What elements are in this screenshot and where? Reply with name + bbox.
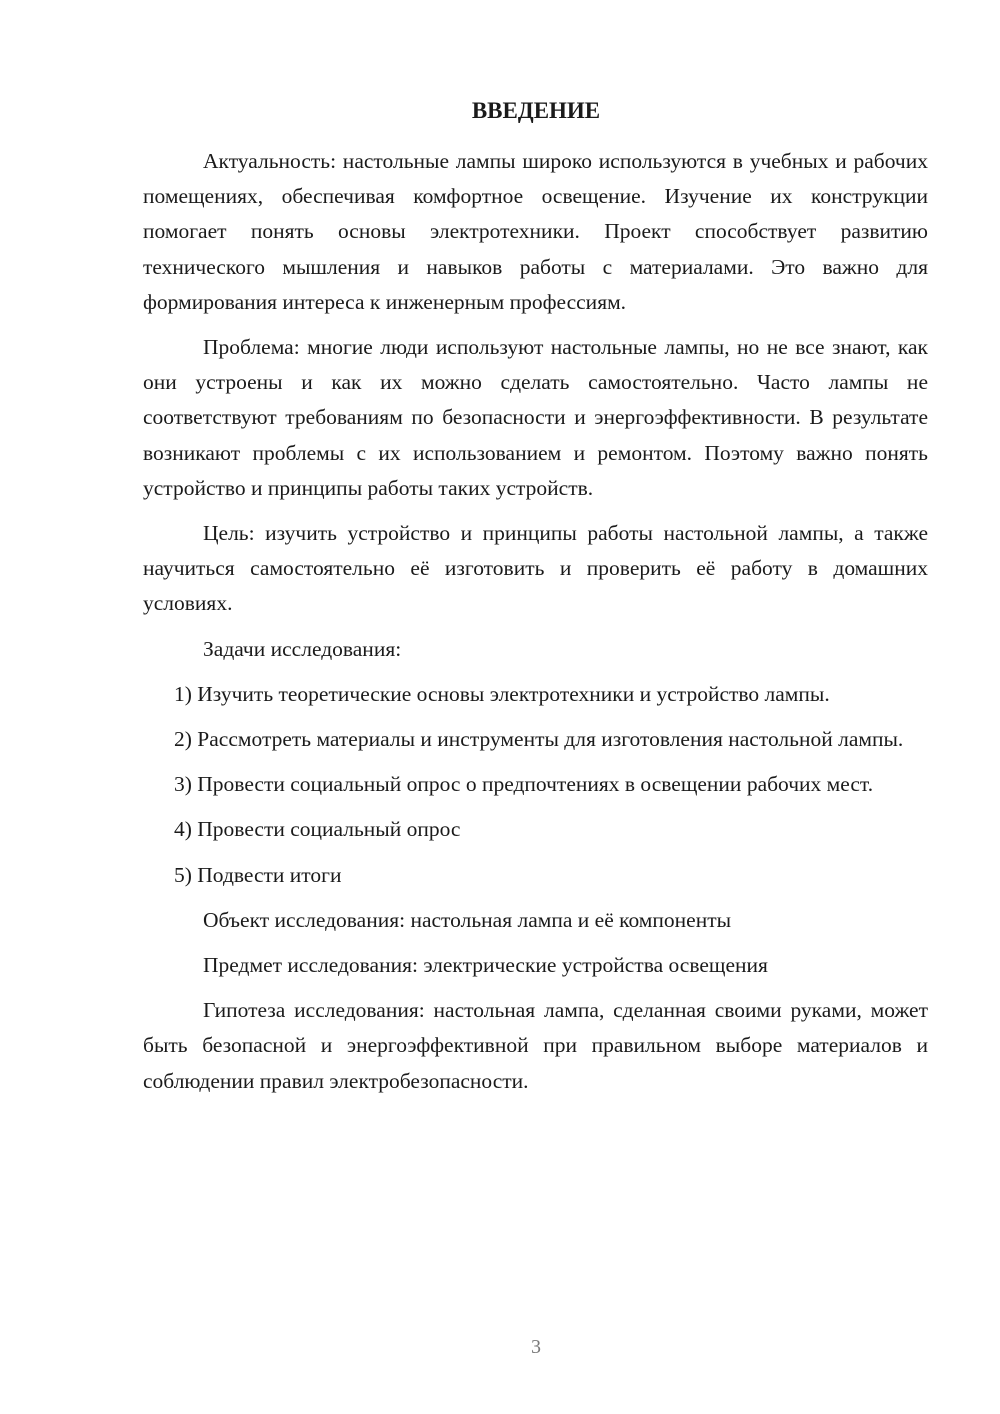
task-item-3: 3) Провести социальный опрос о предпочтениях в освещении рабочих мест. bbox=[174, 772, 874, 797]
task-item-1: 1) Изучить теоретические основы электротехники и устройство лампы. bbox=[174, 681, 830, 706]
page-title: ВВЕДЕНИЕ bbox=[471, 98, 601, 123]
problem-paragraph: Проблема: многие люди используют настольные лампы, но не все знают, как они устроены и как их можно сделать самостоятельно. Часто лампы не соответствуют требованиям по безопасности и энергоэффективности. В результате возникают проблемы с их использованием и ремонтом. Поэтому важно понять устройство и принципы работы таких устройств. bbox=[143, 335, 928, 500]
task-item-4: 4) Провести социальный опрос bbox=[174, 817, 461, 842]
research-object: Объект исследования: настольная лампа и её компоненты bbox=[203, 907, 732, 932]
document-body bbox=[143, 144, 928, 1099]
task-item-2: 2) Рассмотреть материалы и инструменты для изготовления настольной лампы. bbox=[174, 727, 904, 752]
goal-paragraph: Цель: изучить устройство и принципы работы настольной лампы, а также научиться самостоятельно её изготовить и проверить её работу в домашних условиях. bbox=[143, 521, 928, 616]
relevance-paragraph: Актуальность: настольные лампы широко используются в учебных и рабочих помещениях, обеспечивая комфортное освещение. Изучение их конструкции помогает понять основы электротехники. Проект способствует развитию технического мышления и навыков работы с материалами. Это важно для формирования интереса к инженерным профессиям. bbox=[143, 149, 928, 314]
research-subject: Предмет исследования: электрические устройства освещения bbox=[203, 953, 768, 978]
tasks-heading: Задачи исследования: bbox=[203, 636, 402, 661]
task-item-5: 5) Подвести итоги bbox=[174, 862, 342, 887]
page-number: 3 bbox=[531, 1336, 541, 1358]
research-hypothesis: Гипотеза исследования: настольная лампа, сделанная своими руками, может быть безопасной и энергоэффективной при правильном выборе материалов и соблюдении правил электробезопасности. bbox=[143, 998, 928, 1093]
